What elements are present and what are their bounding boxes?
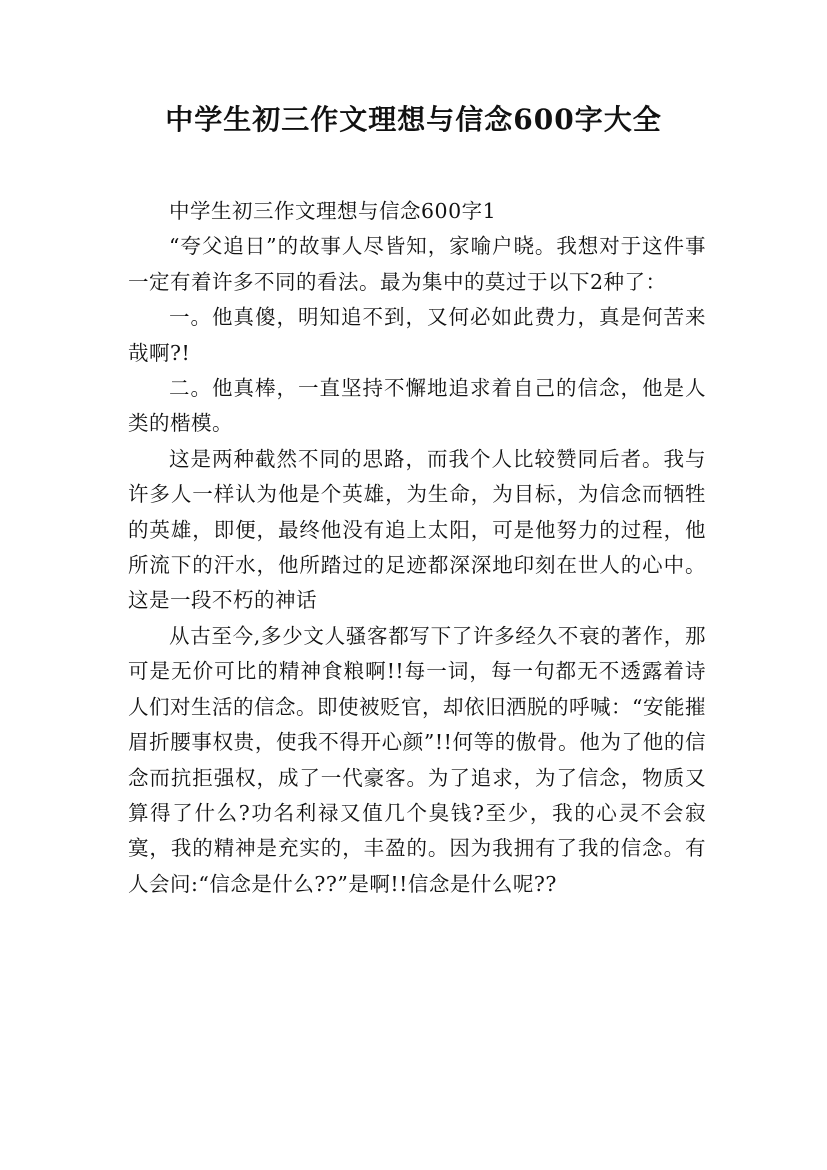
paragraph-view-two: 二。他真棒，一直坚持不懈地追求着自己的信念，他是人类的楷模。 [128,376,706,436]
essay-heading: 中学生初三作文理想与信念600字1 [169,199,497,223]
paragraph-view-one: 一。他真傻，明知追不到，又何必如此费力，真是何苦来哉啊?! [128,305,706,365]
document-title: 中学生初三作文理想与信念600字大全 [165,103,662,136]
document-body [128,194,706,902]
paragraph-poets: 从古至今,多少文人骚客都写下了许多经久不衰的著作，那可是无价可比的精神食粮啊!!每一词，每一句都无不透露着诗人们对生活的信念。即使被贬官，却依旧洒脱的呼喊：“安能摧眉折腰事权贵，使我不得开心颜”!!何等的傲骨。他为了他的信念而抗拒强权，成了一代豪客。为了追求，为了信念，物质又算得了什么?功名利禄又值几个臭钱?至少，我的心灵不会寂寞，我的精神是充实的，丰盈的。因为我拥有了我的信念。有人会问:“信念是什么??”是啊!!信念是什么呢?? [128,623,706,896]
paragraph-kuafu-intro: “夸父追日”的故事人尽皆知，家喻户晓。我想对于这件事一定有着许多不同的看法。最为集中的莫过于以下2种了： [128,234,706,294]
paragraph-hero: 这是两种截然不同的思路，而我个人比较赞同后者。我与许多人一样认为他是个英雄，为生命，为目标，为信念而牺牲的英雄，即便，最终他没有追上太阳，可是他努力的过程，他所流下的汗水，他所踏过的足迹都深深地印刻在世人的心中。这是一段不朽的神话 [128,446,706,613]
